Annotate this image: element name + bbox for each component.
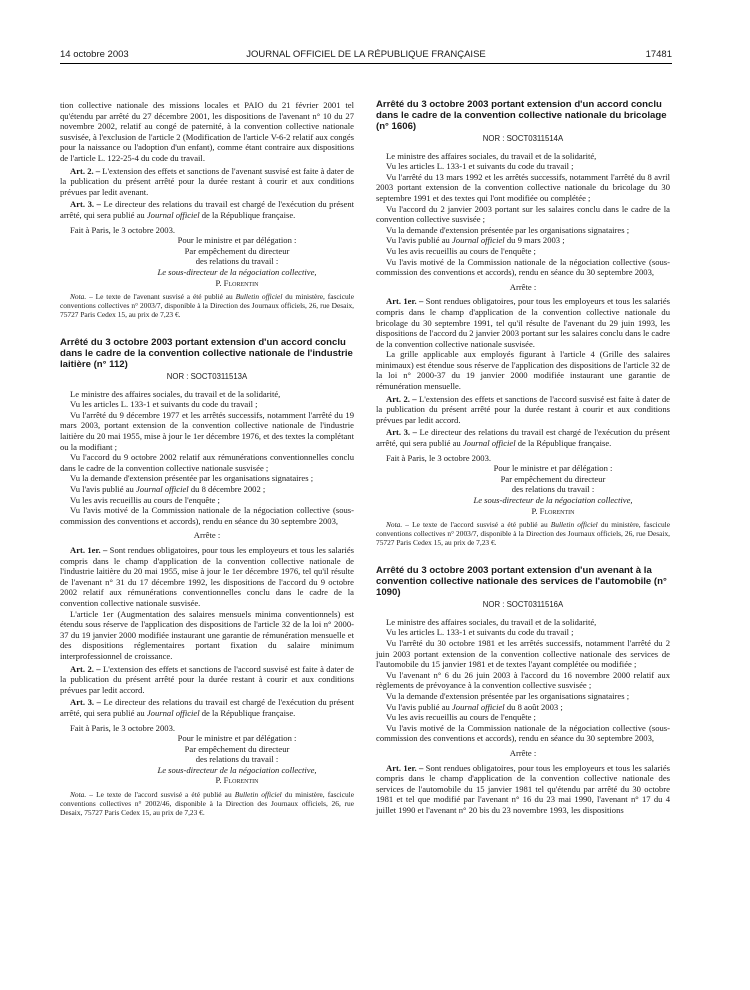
body-paragraph: Le ministre des affaires sociales, du travail et de la solidarité,	[70, 388, 281, 399]
nor-reference: NOR : SOCT0311513A	[166, 372, 248, 382]
body-paragraph: Vu la demande d'extension présentée par les organisations signataires ;	[70, 473, 314, 484]
arrete-title: Arrêté du 3 octobre 2003 portant extension d'un accord conclu dans le cadre de la convention collective nationale de l'industrie laitière (n° 112)	[60, 337, 353, 371]
signatory-name: P. Florentin	[215, 775, 259, 786]
body-paragraph: Vu les avis recueillis au cours de l'enquête ;	[386, 245, 536, 256]
body-paragraph: Vu l'avis motivé de la Commission nationale de la négociation collective (sous-commission des conventions et accords), rendu en séance du 30 septembre 2003,	[376, 256, 670, 278]
signatory-name: P. Florentin	[531, 505, 575, 516]
body-paragraph: Vu les articles L. 133-1 et suivants du code du travail ;	[386, 161, 574, 172]
article-label: Art. 2. –	[70, 165, 101, 176]
signature-line: Pour le ministre et par délégation :	[177, 235, 297, 246]
article-label: Art. 1er. –	[70, 545, 108, 555]
body-paragraph: Vu les articles L. 133-1 et suivants du code du travail ;	[70, 399, 258, 410]
body-paragraph: Vu les avis recueillis au cours de l'enquête ;	[70, 494, 220, 505]
article-label: Art. 3. –	[70, 199, 101, 210]
body-paragraph: Vu l'accord du 9 octobre 2002 relatif aux rémunérations conventionnelles conclu dans le cadre de la convention collective nationale susvisée ;	[60, 452, 354, 473]
left-column	[60, 100, 354, 817]
signature-line: des relations du travail :	[511, 484, 595, 495]
body-paragraph: Vu l'avis motivé de la Commission nationale de la négociation collective (sous-commission des conventions et accords), rendu en séance du 30 septembre 2003,	[60, 505, 354, 526]
page-header	[60, 49, 672, 64]
nota-paragraph: Nota. – Le texte de l'accord susvisé a été publié au Bulletin officiel du ministère, fascicule conventions collectives n° 2002/46, disponible à la Direction des Journaux officiels, 26, rue Desaix, 75727 Paris Cedex 15, au prix de 7,23 €.	[60, 790, 354, 818]
right-column	[376, 99, 670, 815]
arrete-title: Arrêté du 3 octobre 2003 portant extension d'un avenant à la convention collective nationale des services de l'automobile (n° 1090)	[376, 565, 667, 599]
article-text: de la République française.	[199, 209, 296, 220]
nor-reference: NOR : SOCT0311516A	[482, 600, 564, 610]
body-paragraph: Vu l'arrêté du 30 octobre 1981 et les arrêtés successifs, notamment l'arrêté du 2 juin 2003 portant extension de la convention collective nationale des services de l'automobile du 15 janvier 1981 et de textes l'ayant complétée ou modifiée ;	[376, 637, 670, 670]
body-paragraph: Vu l'avenant n° 6 du 26 juin 2003 à l'accord du 16 novembre 2000 relatif aux règlements de prévoyance à la convention collective susvisée ;	[376, 669, 670, 691]
body-paragraph: Le ministre des affaires sociales, du travail et de la solidarité,	[386, 150, 597, 161]
body-paragraph: Vu l'accord du 2 janvier 2003 portant sur les salaires conclu dans le cadre de la convention collective susvisée ;	[376, 203, 670, 225]
body-paragraph: Vu l'avis publié au Journal officiel du 9 mars 2003 ;	[386, 235, 565, 246]
continuation-paragraph: tion collective nationale des missions locales et PAIO du 21 février 2001 tel qu'étendu par arrêté du 27 décembre 2001, les dispositions de l'avenant n° 10 du 27 novembre 2002, relatif au congé de paternité, à la convention collective nationale susvisée, à l'exclusion de l'article 2 (Modification de l'article V-6-2 relatif aux congés pour la naissance ou l'adoption d'un enfant), comme étant contraire aux dispositions de l'article L. 122-25-4 du code du travail.	[60, 100, 354, 163]
signature-line: des relations du travail :	[195, 256, 279, 267]
signature-line: des relations du travail :	[195, 754, 279, 765]
body-paragraph: Vu la demande d'extension présentée par les organisations signataires ;	[386, 690, 630, 701]
article-label: Art. 2. –	[386, 393, 417, 404]
article-text: Le directeur des relations du travail est chargé de l'exécution du présent arrêté, qui sera publié au	[60, 199, 354, 220]
nota-label: Nota. –	[70, 790, 93, 800]
body-paragraph: L'article 1er (Augmentation des salaires mensuels minima conventionnels) est étendu sous réserve de l'application des dispositions de l'article 32 de la loi n° 2000-37 du 19 janvier 2000 modifiée instaurant une garantie de rémunération mensuelle et des dispositions réglementaires portant fixation du salaire minimum interprofessionnel de croissance.	[60, 608, 354, 661]
signature-line: Pour le ministre et par délégation :	[493, 463, 613, 474]
arrete-title: Arrêté du 3 octobre 2003 portant extension d'un accord conclu dans le cadre de la convention collective nationale du bricolage (n° 1606)	[376, 99, 667, 132]
body-paragraph: Vu les articles L. 133-1 et suivants du code du travail ;	[386, 627, 574, 638]
nota-paragraph: Nota. – Le texte de l'accord susvisé a été publié au Bulletin officiel du ministère, fascicule conventions collectives n° 2003/7, disponible à la Direction des Journaux officiels, 26, rue Desaix, 75727 Paris Cedex 15, au prix de 7,23 €.	[376, 520, 670, 548]
signature-line: Le sous-directeur de la négociation collective,	[473, 495, 633, 505]
body-paragraph: Le ministre des affaires sociales, du travail et de la solidarité,	[386, 616, 597, 627]
article-label: Art. 1er. –	[386, 296, 424, 307]
article-label: Art. 3. –	[386, 427, 417, 438]
body-paragraph: Vu l'arrêté du 9 décembre 1977 et les arrêtés successifs, notamment l'arrêté du 19 mars 2003, portant extension de la convention collective nationale de l'industrie laitière du 20 mai 1955, mise à jour le 1er décembre 1976, et des textes la complétant ou la modifiant ;	[60, 409, 354, 452]
section-spacer	[376, 547, 670, 561]
nota-label: Nota. –	[386, 520, 409, 530]
body-paragraph: La grille applicable aux employés figurant à l'article 4 (Grille des salaires minimaux) est étendue sous réserve de l'application des dispositions de l'article 32 de la loi n° 2000-37 du 19 janvier 2000 modifiée instaurant une garantie de rémunération mensuelle.	[376, 349, 670, 392]
article-paragraph: Art. 3. – Le directeur des relations du travail est chargé de l'exécution du présent arrêté, qui sera publié au Journal officiel de la République française.	[60, 697, 354, 718]
body-paragraph: Vu la demande d'extension présentée par les organisations signataires ;	[386, 224, 630, 235]
fait-a-paris: Fait à Paris, le 3 octobre 2003.	[386, 452, 492, 463]
nota-label: Nota. –	[70, 292, 93, 302]
arrete-heading: Arrête :	[509, 747, 537, 758]
article-paragraph: Art. 1er. – Sont rendues obligatoires, pour tous les employeurs et tous les salariés compris dans le champ d'application de la convention collective nationale du bricolage du 30 septembre 1991, tel qu'il résulte de l'avenant du 29 juin 1993, les dispositions de l'accord du 2 janvier 2003 portant sur les salaires conclu dans le cadre de la convention collective nationale susvisée.	[376, 296, 670, 349]
journal-officiel-ref: Journal officiel	[146, 209, 200, 220]
fait-a-paris: Fait à Paris, le 3 octobre 2003.	[70, 224, 176, 235]
header-page-number: 17481	[645, 49, 672, 60]
signature-line: Le sous-directeur de la négociation collective,	[157, 266, 317, 277]
article-label: Art. 1er. –	[386, 762, 424, 773]
signature-line: Par empêchement du directeur	[500, 473, 606, 484]
article-text: L'extension des effets et sanctions de l'avenant susvisé est faite à dater de la publication du présent arrêté pour la durée restant à courir et aux conditions prévues par ledit avenant.	[60, 165, 354, 197]
body-paragraph: Vu l'avis publié au Journal officiel du 8 décembre 2002 ;	[70, 484, 266, 495]
article-paragraph	[60, 166, 354, 198]
article-paragraph: Art. 3. – Le directeur des relations du travail est chargé de l'exécution du présent arrêté, qui sera publié au Journal officiel de la République française.	[376, 427, 670, 449]
article-paragraph: Art. 2. – L'extension des effets et sanctions de l'accord susvisé est faite à dater de la publication du présent arrêté pour la durée restant à courir et aux conditions prévues par ledit accord.	[376, 393, 670, 425]
arrete-heading: Arrête :	[509, 281, 537, 292]
article-paragraph: Art. 1er. – Sont rendues obligatoires, pour tous les employeurs et tous les salariés compris dans le champ d'application de la convention collective nationale des services de l'automobile du 15 janvier 1981 tel qu'étendu par arrêté du 30 octobre 1981 et tel que modifié par l'avenant n° 16 du 23 mai 1990, l'avenant n° 17 du 4 juillet 1990 et l'avenant n° 20 bis du 23 novembre 1993, les dispositions	[376, 762, 670, 815]
signature-line: Par empêchement du directeur	[184, 245, 290, 256]
body-paragraph: Vu l'avis motivé de la Commission nationale de la négociation collective (sous-commission des conventions et accords), rendu en séance du 30 septembre 2003,	[376, 722, 670, 744]
header-title: JOURNAL OFFICIEL DE LA RÉPUBLIQUE FRANÇAISE	[246, 49, 486, 60]
signature-line: Par empêchement du directeur	[184, 743, 290, 754]
body-paragraph: Vu l'arrêté du 13 mars 1992 et les arrêtés successifs, notamment l'arrêté du 8 avril 2003 portant extension de la convention collective nationale du bricolage du 30 septembre 1991 et des textes qui l'ont modifiée ou complétée ;	[376, 171, 670, 203]
arrete-heading: Arrête :	[193, 530, 221, 541]
article-label: Art. 3. –	[70, 697, 101, 708]
article-label: Art. 2. –	[70, 663, 101, 674]
section-spacer	[60, 319, 354, 333]
signature-line: Pour le ministre et par délégation :	[177, 733, 297, 744]
signature-line: Le sous-directeur de la négociation collective,	[157, 764, 317, 775]
nota-paragraph: Nota. – Le texte de l'avenant susvisé a été publié au Bulletin officiel du ministère, fascicule conventions collectives n° 2003/7, disponible à la Direction des Journaux officiels, 26, rue Desaix, 75727 Paris Cedex 15, au prix de 7,23 €.	[60, 292, 354, 320]
article-paragraph: Art. 2. – L'extension des effets et sanctions de l'accord susvisé est faite à dater de la publication du présent arrêté pour la durée restant à courir et aux conditions prévues par ledit accord.	[60, 663, 354, 695]
fait-a-paris: Fait à Paris, le 3 octobre 2003.	[70, 722, 176, 733]
article-paragraph	[60, 199, 354, 220]
header-date: 14 octobre 2003	[60, 49, 129, 60]
body-paragraph: Vu l'avis publié au Journal officiel du 8 août 2003 ;	[386, 701, 563, 712]
article-paragraph: Art. 1er. – Sont rendues obligatoires, pour tous les employeurs et tous les salariés compris dans le champ d'application de la convention collective nationale de l'industrie laitière du 20 mai 1955, mise à jour le 1er décembre 1976, tel qu'il résulte de l'avenant n° 31 du 17 décembre 1992, les dispositions de l'accord du 9 octobre 2002 relatif aux rémunérations conventionnelles conclu dans le cadre de la convention collective nationale susvisée.	[60, 545, 354, 608]
signatory-name: P. Florentin	[215, 277, 259, 288]
nor-reference: NOR : SOCT0311514A	[482, 134, 564, 143]
body-paragraph: Vu les avis recueillis au cours de l'enquête ;	[386, 712, 536, 723]
